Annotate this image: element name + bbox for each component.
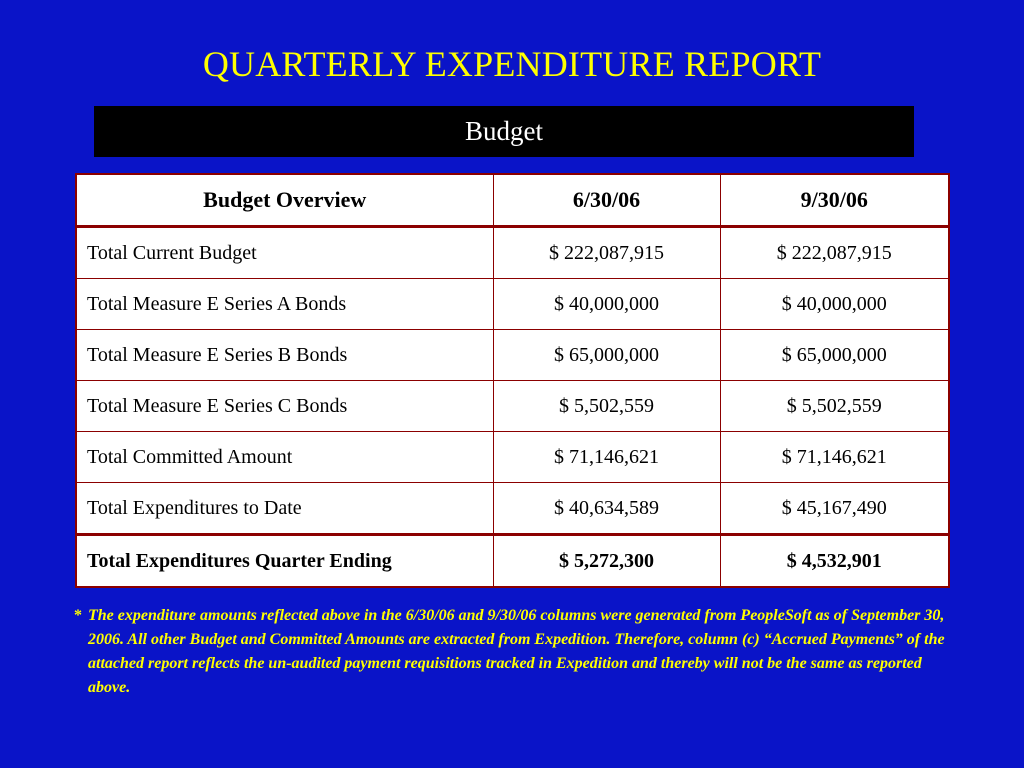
table-row [76, 227, 949, 279]
row-value-q4: $ 45,167,490 [720, 483, 949, 535]
table-row [76, 279, 949, 330]
row-value-q3: $ 40,634,589 [493, 483, 720, 535]
row-label: Total Expenditures to Date [76, 483, 493, 535]
header-date-q3: 6/30/06 [493, 174, 720, 227]
footnote-text: The expenditure amounts reflected above in the 6/30/06 and 9/30/06 columns were generated from PeopleSoft as of September 30, 2006. All other Budget and Committed Amounts are extracted from Expedition. Therefore, column (c) “Accrued Payments” of the attached report reflects the un-audited payment requisitions tracked in Expedition and thereby will not be the same as reported above. [88, 607, 945, 696]
budget-table [75, 173, 950, 588]
table-row [76, 483, 949, 535]
row-value-q4: $ 5,502,559 [720, 381, 949, 432]
header-date-q4: 9/30/06 [720, 174, 949, 227]
row-value-q4: $ 71,146,621 [720, 432, 949, 483]
row-value-q4: $ 65,000,000 [720, 330, 949, 381]
table-row [76, 330, 949, 381]
row-value-q4: $ 40,000,000 [720, 279, 949, 330]
row-label: Total Measure E Series B Bonds [76, 330, 493, 381]
table-total-row [76, 535, 949, 588]
row-value-q3: $ 71,146,621 [493, 432, 720, 483]
row-value-q4: $ 222,087,915 [720, 227, 949, 279]
row-label: Total Committed Amount [76, 432, 493, 483]
section-banner: Budget [94, 106, 914, 157]
table-header-row [76, 174, 949, 227]
row-label: Total Measure E Series A Bonds [76, 279, 493, 330]
total-value-q4: $ 4,532,901 [720, 535, 949, 588]
table-row [76, 381, 949, 432]
row-label: Total Current Budget [76, 227, 493, 279]
header-budget-overview: Budget Overview [76, 174, 493, 227]
footnote-marker: * [74, 607, 82, 624]
total-value-q3: $ 5,272,300 [493, 535, 720, 588]
row-value-q3: $ 40,000,000 [493, 279, 720, 330]
row-value-q3: $ 5,502,559 [493, 381, 720, 432]
row-value-q3: $ 222,087,915 [493, 227, 720, 279]
row-value-q3: $ 65,000,000 [493, 330, 720, 381]
total-row-label: Total Expenditures Quarter Ending [76, 535, 493, 588]
table-row [76, 432, 949, 483]
row-label: Total Measure E Series C Bonds [76, 381, 493, 432]
slide-title: QUARTERLY EXPENDITURE REPORT [202, 44, 822, 84]
footnote [74, 604, 954, 700]
